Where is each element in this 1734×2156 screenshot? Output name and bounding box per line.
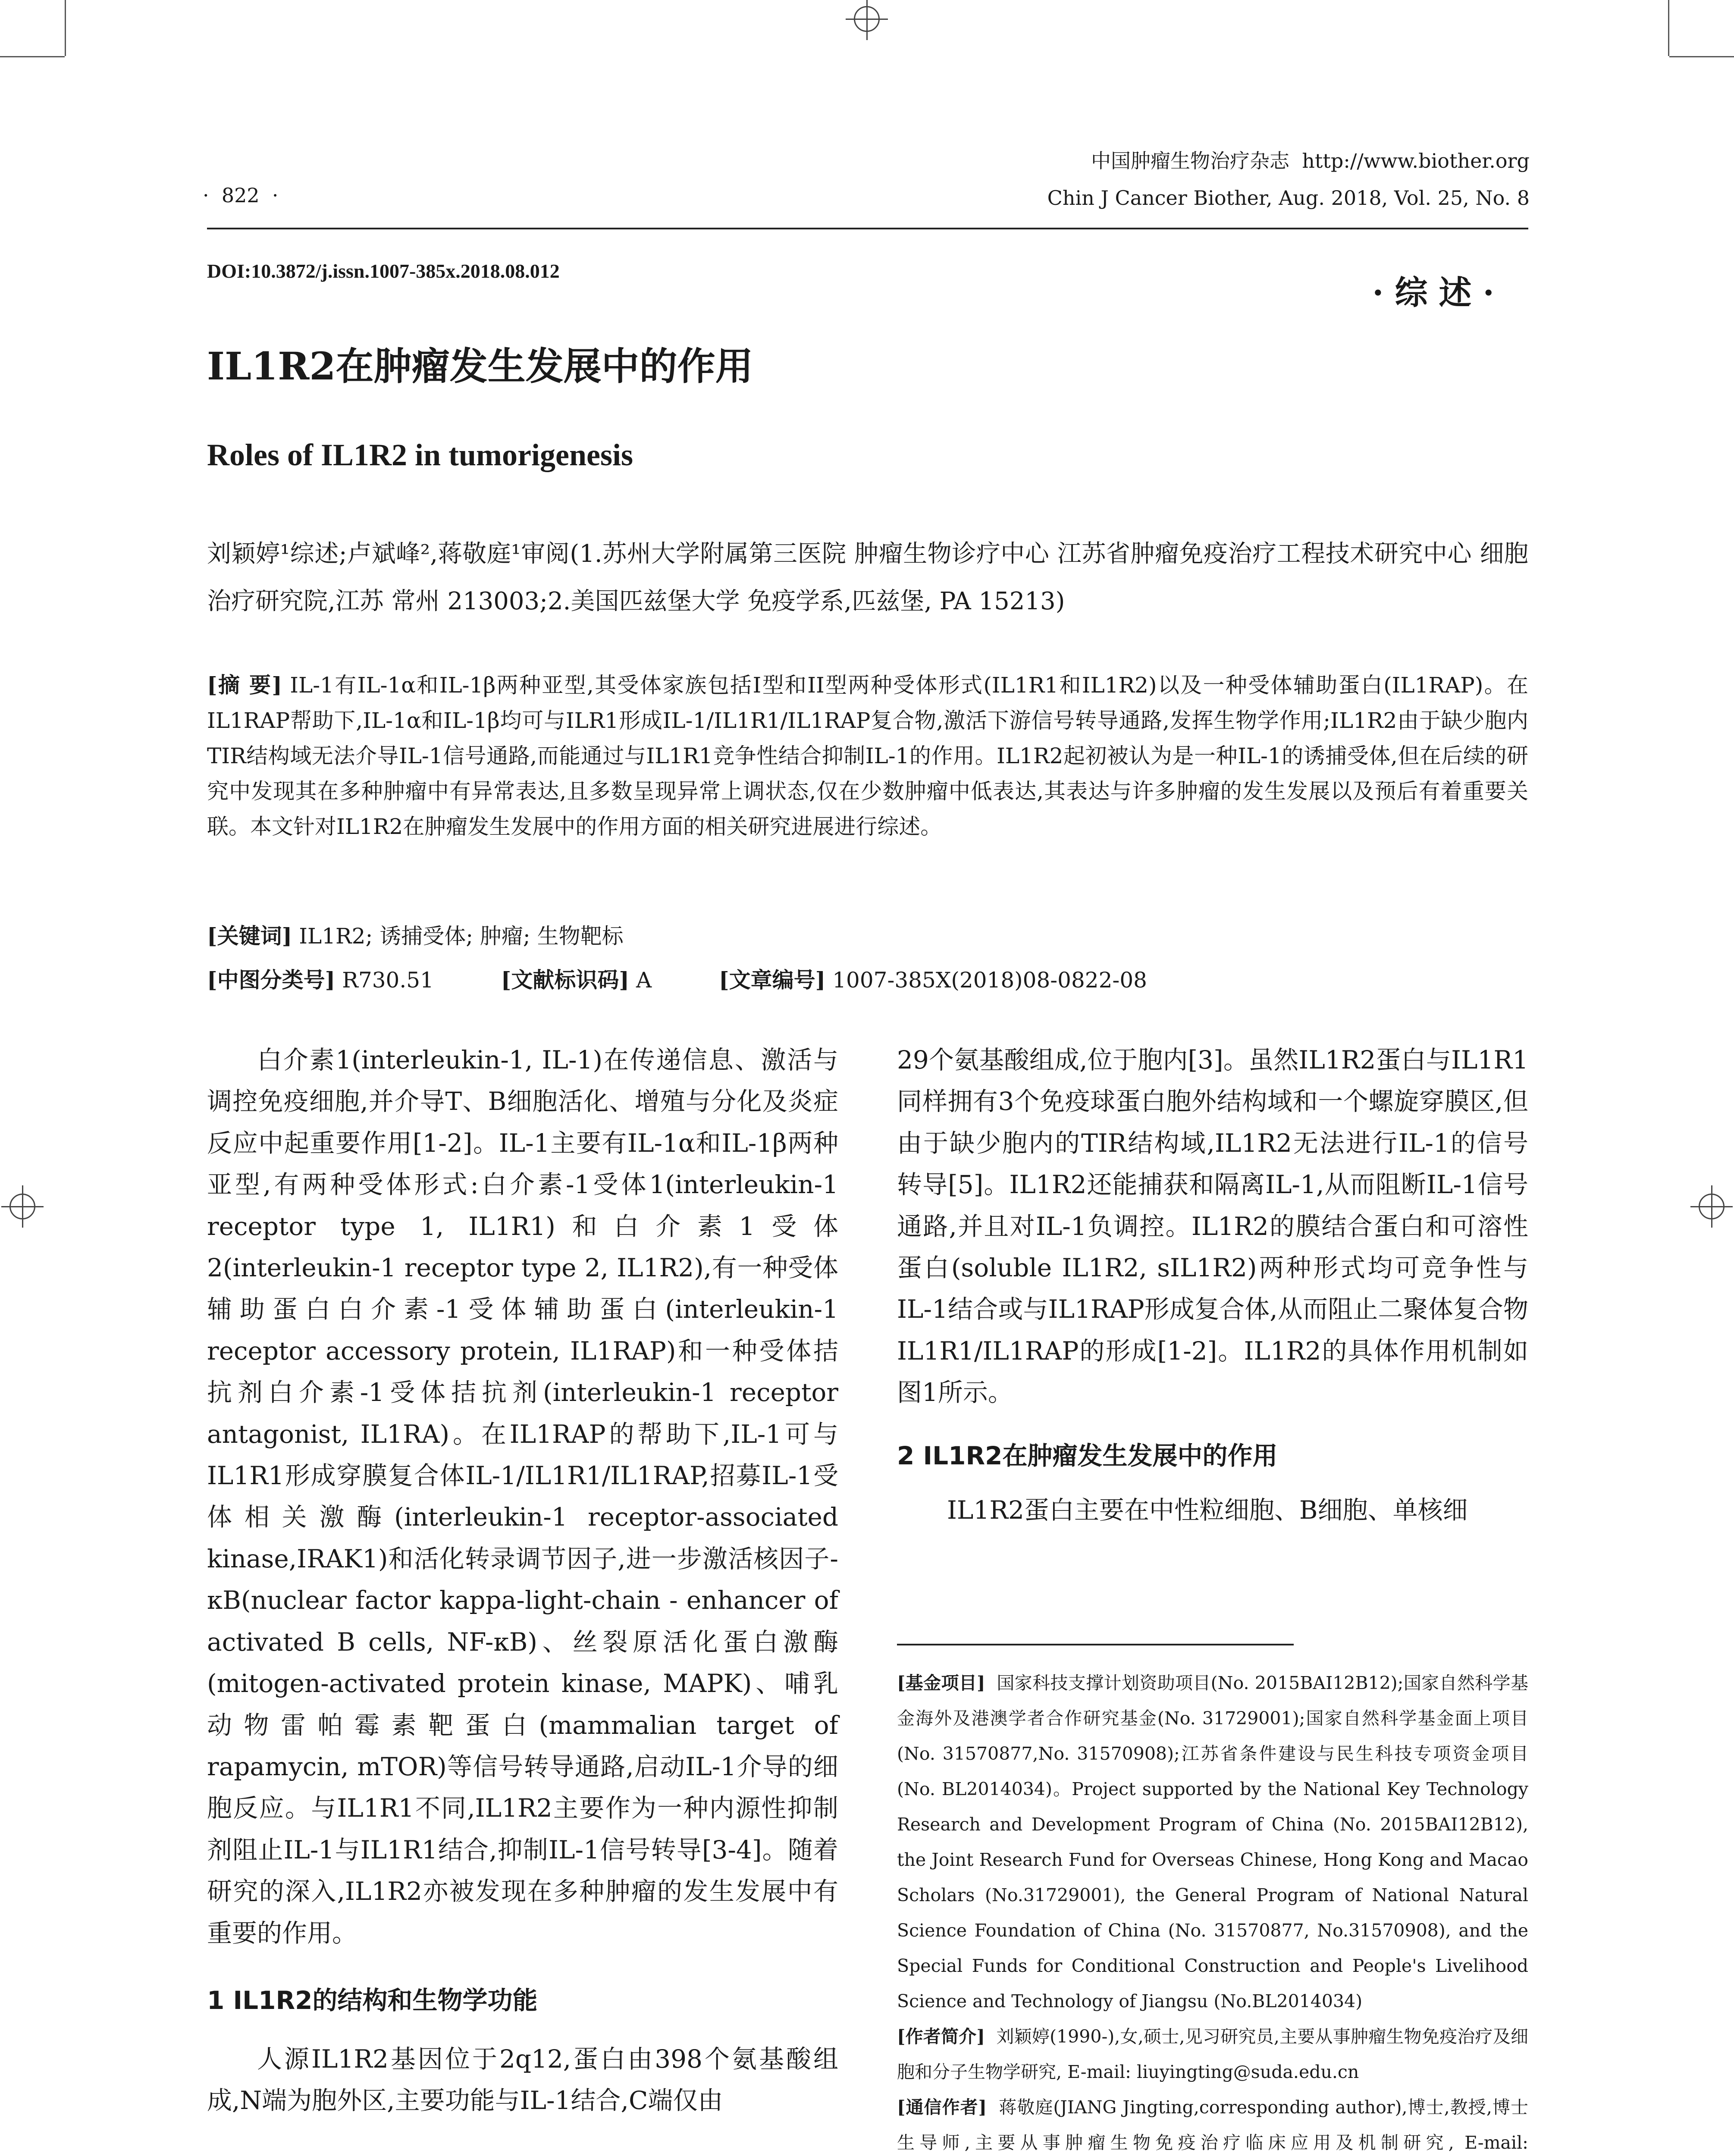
crop-mark — [65, 0, 66, 56]
footnote-author: [作者简介] 刘颖婷(1990-),女,硕士,见习研究员,主要从事肿瘤生物免疫治疗及细胞和分子生物学研究, E-mail: liuyingting@suda.edu.cn — [897, 2026, 1528, 2082]
title-cn: IL1R2在肿瘤发生发展中的作用 — [207, 344, 753, 389]
paragraph: 人源IL1R2基因位于2q12,蛋白由398个氨基酸组成,N端为胞外区,主要功能与IL-1结合,C端仅由 — [207, 2044, 838, 2115]
title-en: Roles of IL1R2 in tumorigenesis — [207, 438, 633, 472]
clc-label: [中图分类号] — [207, 967, 336, 993]
footnote-fund: [基金项目] 国家科技支撑计划资助项目(No. 2015BAI12B12);国家自然科学基金海外及港澳学者合作研究基金(No. 31729001);国家自然科学基金面上项目(No. 31570877,No. 31570908);江苏省条件建设与民生科技专项资金项目(No. BL2014034)。Project supported by the National Key Technology Research and Development Program of China (No. 2015BAI12B12), the Joint Research Fund for Overseas Chinese, Hong Kong and Macao Scholars (No.31729001), the General Program of National Natural Science Foundation of China (No. 31570877, No.31570908), and the Special Funds for Conditional Construction and People's Livelihood Science and Technology of Jiangsu (No.BL2014034) — [897, 1673, 1528, 2012]
authors-affiliations: 刘颖婷¹综述;卢斌峰²,蒋敬庭¹审阅(1.苏州大学附属第三医院 肿瘤生物诊疗中心 江苏省肿瘤免疫治疗工程技术研究中心 细胞治疗研究院,江苏 常州 213003;2.美国匹兹堡大学 免疫学系,匹兹堡, PA 15213) — [207, 540, 1528, 615]
abstract — [207, 667, 1528, 844]
doc-code-label: [文献标识码] — [501, 967, 630, 993]
header-rule — [207, 228, 1528, 229]
footnote-corresponding: [通信作者] 蒋敬庭(JIANG Jingting,corresponding author),博士,教授,博士生导师,主要从事肿瘤生物免疫治疗临床应用及机制研究, E-mail: — [897, 2097, 1528, 2153]
article-no-label: [文章编号] — [719, 967, 826, 993]
registration-mark-right — [1699, 1194, 1725, 1219]
author-label: [作者简介] — [897, 2026, 985, 2047]
abstract-label: [摘 要] — [207, 672, 282, 698]
journal-url[interactable]: http://www.biother.org — [1302, 149, 1530, 172]
section-heading-1: 1 IL1R2的结构和生物学功能 — [207, 1985, 538, 2015]
body-column-right — [897, 1039, 1528, 1531]
footnotes — [897, 1665, 1528, 2156]
section-tag: ·综述· — [1372, 273, 1505, 312]
keywords-label: [关键词] — [207, 923, 292, 949]
crop-mark — [1669, 56, 1734, 57]
journal-name-cn: 中国肿瘤生物治疗杂志 — [1091, 149, 1290, 172]
keywords — [207, 918, 624, 954]
abstract-text: IL-1有IL-1α和IL-1β两种亚型,其受体家族包括I型和II型两种受体形式(IL1R1和IL1R2)以及一种受体辅助蛋白(IL1RAP)。在IL1RAP帮助下,IL-1α和IL-1β均可与ILR1形成IL-1/IL1R1/IL1RAP复合物,激活下游信号转导通路,发挥生物学作用;IL1R2由于缺少胞内TIR结构域无法介导IL-1信号通路,而能通过与IL1R1竞争性结合抑制IL-1的作用。IL1R2起初被认为是一种IL-1的诱捕受体,但在后续的研究中发现其在多种肿瘤中有异常表达,且多数呈现异常上调状态,仅在少数肿瘤中低表达,其表达与许多肿瘤的发生发展以及预后有着重要关联。本文针对IL1R2在肿瘤发生发展中的作用方面的相关研究进展进行综述。 — [207, 673, 1528, 839]
body-column-left — [207, 1039, 838, 2122]
footnote-rule — [897, 1644, 1294, 1645]
journal-citation: Chin J Cancer Biother, Aug. 2018, Vol. 25, No. 8 — [1047, 186, 1530, 210]
registration-mark-left — [9, 1194, 35, 1219]
crop-mark — [0, 56, 65, 57]
registration-mark-top — [854, 6, 880, 32]
doi[interactable]: DOI:10.3872/j.issn.1007-385x.2018.08.012 — [207, 260, 560, 282]
paragraph: 白介素1(interleukin-1, IL-1)在传递信息、激活与调控免疫细胞,并介导T、B细胞活化、增殖与分化及炎症反应中起重要作用[1-2]。IL-1主要有IL-1α和IL-1β两种亚型,有两种受体形式:白介素-1受体1(interleukin-1 receptor type 1, IL1R1)和白介素1受体2(interleukin-1 receptor type 2, IL1R2),有一种受体辅助蛋白白介素-1受体辅助蛋白(interleukin-1 receptor accessory protein, IL1RAP)和一种受体拮抗剂白介素-1受体拮抗剂(interleukin-1 receptor antagonist, IL1RA)。在IL1RAP的帮助下,IL-1可与IL1R1形成穿膜复合体IL-1/IL1R1/IL1RAP,招募IL-1受体相关激酶(interleukin-1 receptor-associated kinase,IRAK1)和活化转录调节因子,进一步激活核因子-κB(nuclear factor kappa-light-chain - enhancer of activated B cells, NF-κB)、丝裂原活化蛋白激酶(mitogen-activated protein kinase, MAPK)、哺乳动物雷帕霉素靶蛋白(mammalian target of rapamycin, mTOR)等信号转导通路,启动IL-1介导的细胞反应。与IL1R1不同,IL1R2主要作为一种内源性抑制剂阻止IL-1与IL1R1结合,抑制IL-1信号转导[3-4]。随着研究的深入,IL1R2亦被发现在多种肿瘤的发生发展中有重要的作用。 — [207, 1045, 838, 1948]
page-number: · 822 · — [203, 184, 279, 207]
fund-label: [基金项目] — [897, 1673, 985, 1693]
article-no-value: 1007-385X(2018)08-0822-08 — [832, 968, 1147, 993]
corr-label: [通信作者] — [897, 2097, 987, 2118]
paragraph: IL1R2蛋白主要在中性粒细胞、B细胞、单核细 — [947, 1495, 1468, 1525]
keywords-text: IL1R2; 诱捕受体; 肿瘤; 生物靶标 — [299, 924, 624, 949]
journal-header — [1091, 147, 1530, 175]
section-heading-2: 2 IL1R2在肿瘤发生发展中的作用 — [897, 1441, 1278, 1470]
crop-mark — [1668, 0, 1669, 56]
clc-value: R730.51 — [342, 968, 434, 993]
doc-code-value: A — [636, 968, 652, 993]
paragraph: 29个氨基酸组成,位于胞内[3]。虽然IL1R2蛋白与IL1R1同样拥有3个免疫球蛋白胞外结构域和一个螺旋穿膜区,但由于缺少胞内的TIR结构域,IL1R2无法进行IL-1的信号转导[5]。IL1R2还能捕获和隔离IL-1,从而阻断IL-1信号通路,并且对IL-1负调控。IL1R2的膜结合蛋白和可溶性蛋白(soluble IL1R2, sIL1R2)两种形式均可竞争性与IL-1结合或与IL1RAP形成复合体,从而阻止二聚体复合物IL1R1/IL1RAP的形成[1-2]。IL1R2的具体作用机制如图1所示。 — [897, 1045, 1528, 1407]
classification — [207, 962, 1207, 998]
